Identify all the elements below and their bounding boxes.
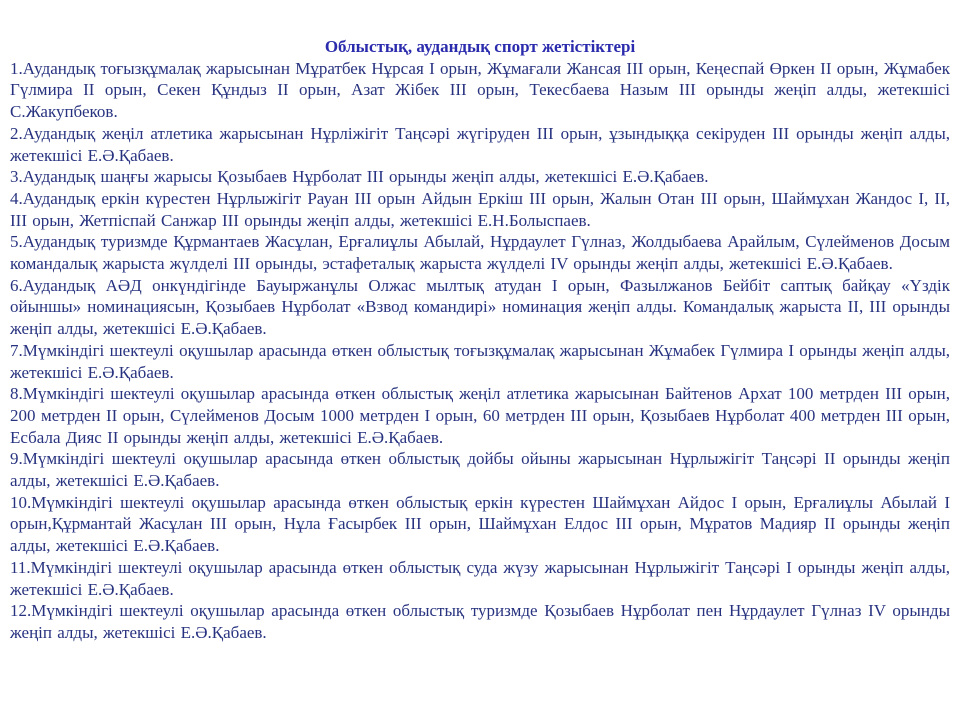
achievement-paragraph-1: 1.Аудандық тоғызқұмалақ жарысынан Мұратбек Нұрсая I орын, Жұмағали Жансая III орын, Кеңеспай Өркен II орын, Жұмабек Гүлмира II орын, Секен Құндыз II орын, Азат Жібек III орын, Текесбаева Назым III орынды жеңіп алды, жетекшісі С.Жакупбеков. [10,58,950,122]
page-title: Облыстық, аудандық спорт жетістіктері [324,37,636,56]
achievement-paragraph-6: 6.Аудандық АӘД онкүндігінде Бауыржанұлы Олжас мылтық атудан I орын, Фазылжанов Бейбіт саптық байқау «Үздік ойыншы» номинациясын, Қозыбаев Нұрболат «Взвод командирі» номинация жеңіп алды. Командалық жарыста II, III орынды жеңіп алды, жетекшісі Е.Ә.Қабаев. [10,275,950,339]
achievements-list [10,58,950,644]
achievement-paragraph-3: 3.Аудандық шаңғы жарысы Қозыбаев Нұрболат III орынды жеңіп алды, жетекшісі Е.Ә.Қабаев. [10,167,709,187]
achievement-paragraph-11: 11.Мүмкіндігі шектеулі оқушылар арасында өткен облыстық суда жүзу жарысынан Нұрлыжігіт Таңсәрі I орынды жеңіп алды, жетекшісі Е.Ә.Қабаев. [10,557,950,599]
achievement-paragraph-10: 10.Мүмкіндігі шектеулі оқушылар арасында өткен облыстық еркін күрестен Шаймұхан Айдос I орын, Ерғалиұлы Абылай I орын,Құрмантай Жасұлан III орын, Нұла Ғасырбек III орын, Шаймұхан Елдос III орын, Мұратов Мадияр II орынды жеңіп алды, жетекшісі Е.Ә.Қабаев. [10,492,950,556]
achievement-paragraph-7: 7.Мүмкіндігі шектеулі оқушылар арасында өткен облыстық тоғызқұмалақ жарысынан Жұмабек Гүлмира I орынды жеңіп алды, жетекшісі Е.Ә.Қабаев. [10,340,950,382]
achievement-paragraph-5: 5.Аудандық туризмде Құрмантаев Жасұлан, Ерғалиұлы Абылай, Нұрдаулет Гүлназ, Жолдыбаева Арайлым, Сүлейменов Досым командалық жарыста жүлделі III орынды, эстафеталық жарыста жүлделі IV орынды жеңіп алды, жетекшісі Е.Ә.Қабаев. [10,232,950,274]
achievement-paragraph-8: 8.Мүмкіндігі шектеулі оқушылар арасында өткен облыстық жеңіл атлетика жарысынан Байтенов Архат 100 метрден III орын, 200 метрден II орын, Сүлейменов Досым 1000 метрден I орын, 60 метрден III орын, Қозыбаев Нұрболат 400 метрден III орын, Есбала Дияс II орынды жеңіп алды, жетекшісі Е.Ә.Қабаев. [10,384,950,447]
achievement-paragraph-4: 4.Аудандық еркін күрестен Нұрлыжігіт Рауан III орын Айдын Еркіш III орын, Жалын Отан III орын, Шаймұхан Жандос I, II, III орын, Жетпіспай Санжар III орынды жеңіп алды, жетекшісі Е.Н.Болыспаев. [10,188,950,230]
achievement-paragraph-12: 12.Мүмкіндігі шектеулі оқушылар арасында өткен облыстық туризмде Қозыбаев Нұрболат пен Нұрдаулет Гүлназ IV орынды жеңіп алды, жетекшісі Е.Ә.Қабаев. [10,601,950,642]
achievement-paragraph-9: 9.Мүмкіндігі шектеулі оқушылар арасында өткен облыстық дойбы ойыны жарысынан Нұрлыжігіт Таңсәрі II орынды жеңіп алды, жетекшісі Е.Ә.Қабаев. [10,449,950,491]
achievement-paragraph-2: 2.Аудандық жеңіл атлетика жарысынан Нұрліжігіт Таңсәрі жүгіруден III орын, ұзындыққа секіруден III орынды жеңіп алды, жетекшісі Е.Ә.Қабаев. [10,123,950,165]
